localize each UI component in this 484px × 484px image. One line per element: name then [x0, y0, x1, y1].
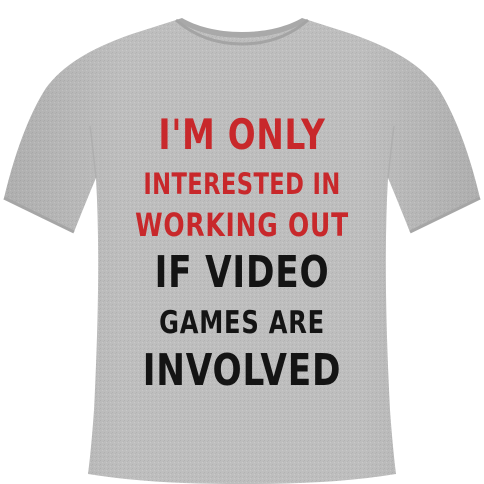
print-line-6: INVOLVED [142, 345, 342, 396]
print-line-1: I'M ONLY [158, 110, 326, 159]
print-line-3: WORKING OUT [135, 206, 349, 244]
print-line-4: IF VIDEO [154, 247, 330, 298]
print-line-5: GAMES ARE [159, 305, 325, 341]
print-line-2: INTERESTED IN [143, 167, 341, 201]
